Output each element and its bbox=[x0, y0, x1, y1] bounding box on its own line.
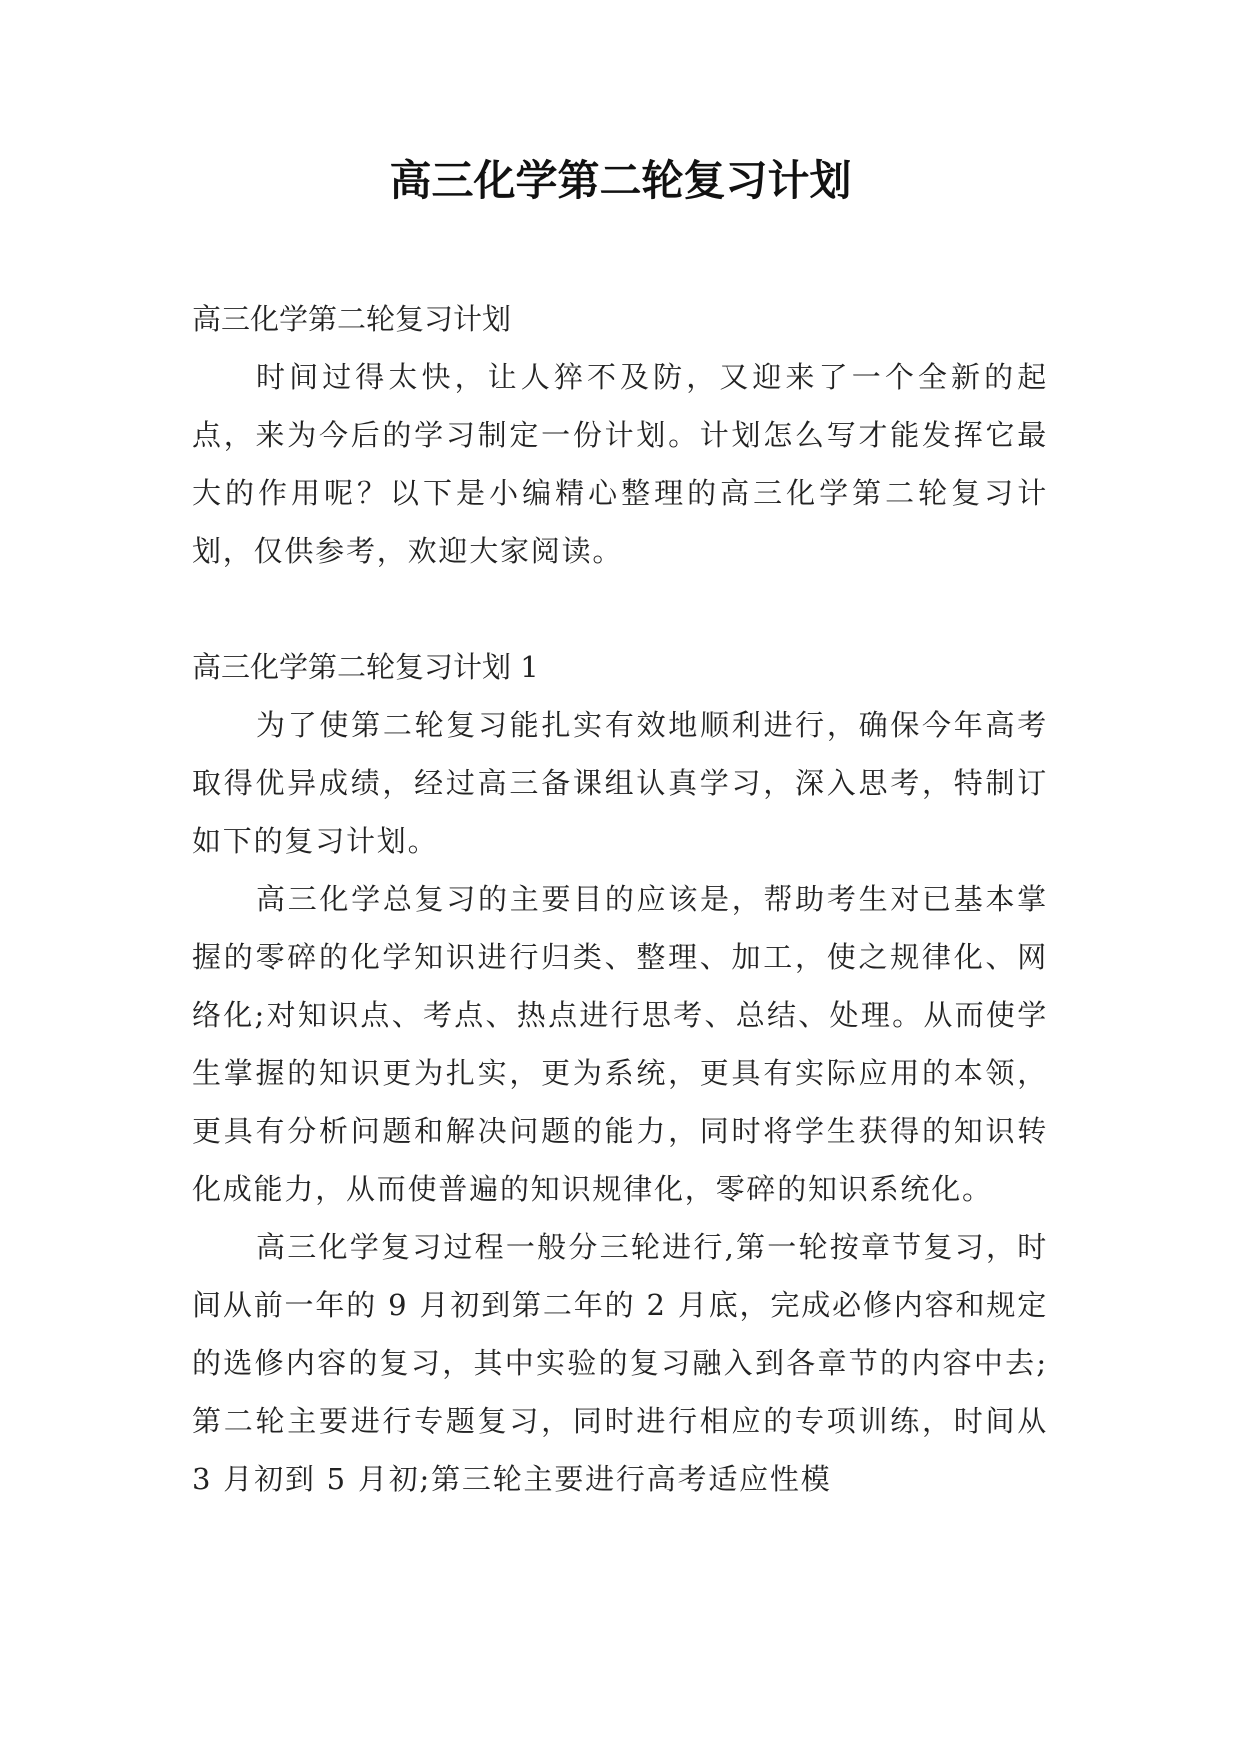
section1-heading: 高三化学第二轮复习计划 1 bbox=[192, 650, 539, 684]
intro-paragraph: 时间过得太快，让人猝不及防，又迎来了一个全新的起点，来为今后的学习制定一份计划。计划怎么写才能发挥它最大的作用呢？以下是小编精心整理的高三化学第二轮复习计划，仅供参考，欢迎大家阅读。 bbox=[192, 360, 1048, 568]
section1-paragraph-3: 高三化学复习过程一般分三轮进行,第一轮按章节复习，时间从前一年的 9 月初到第二年的 2 月底，完成必修内容和规定的选修内容的复习，其中实验的复习融入到各章节的内容中去;第二轮主要进行专题复习，同时进行相应的专项训练，时间从 3 月初到 5 月初;第三轮主要进行高考适应性模 bbox=[192, 1230, 1048, 1496]
intro-heading: 高三化学第二轮复习计划 bbox=[192, 302, 512, 336]
document-title: 高三化学第二轮复习计划 bbox=[389, 156, 852, 205]
section1-paragraph-2: 高三化学总复习的主要目的应该是，帮助考生对已基本掌握的零碎的化学知识进行归类、整理、加工，使之规律化、网络化;对知识点、考点、热点进行思考、总结、处理。从而使学生掌握的知识更为扎实，更为系统，更具有实际应用的本领，更具有分析问题和解决问题的能力，同时将学生获得的知识转化成能力，从而使普遍的知识规律化，零碎的知识系统化。 bbox=[192, 882, 1048, 1206]
document-body bbox=[192, 290, 1048, 1508]
section1-paragraph-1: 为了使第二轮复习能扎实有效地顺利进行，确保今年高考取得优异成绩，经过高三备课组认真学习，深入思考，特制订如下的复习计划。 bbox=[192, 708, 1048, 858]
section-spacer bbox=[192, 580, 1048, 638]
